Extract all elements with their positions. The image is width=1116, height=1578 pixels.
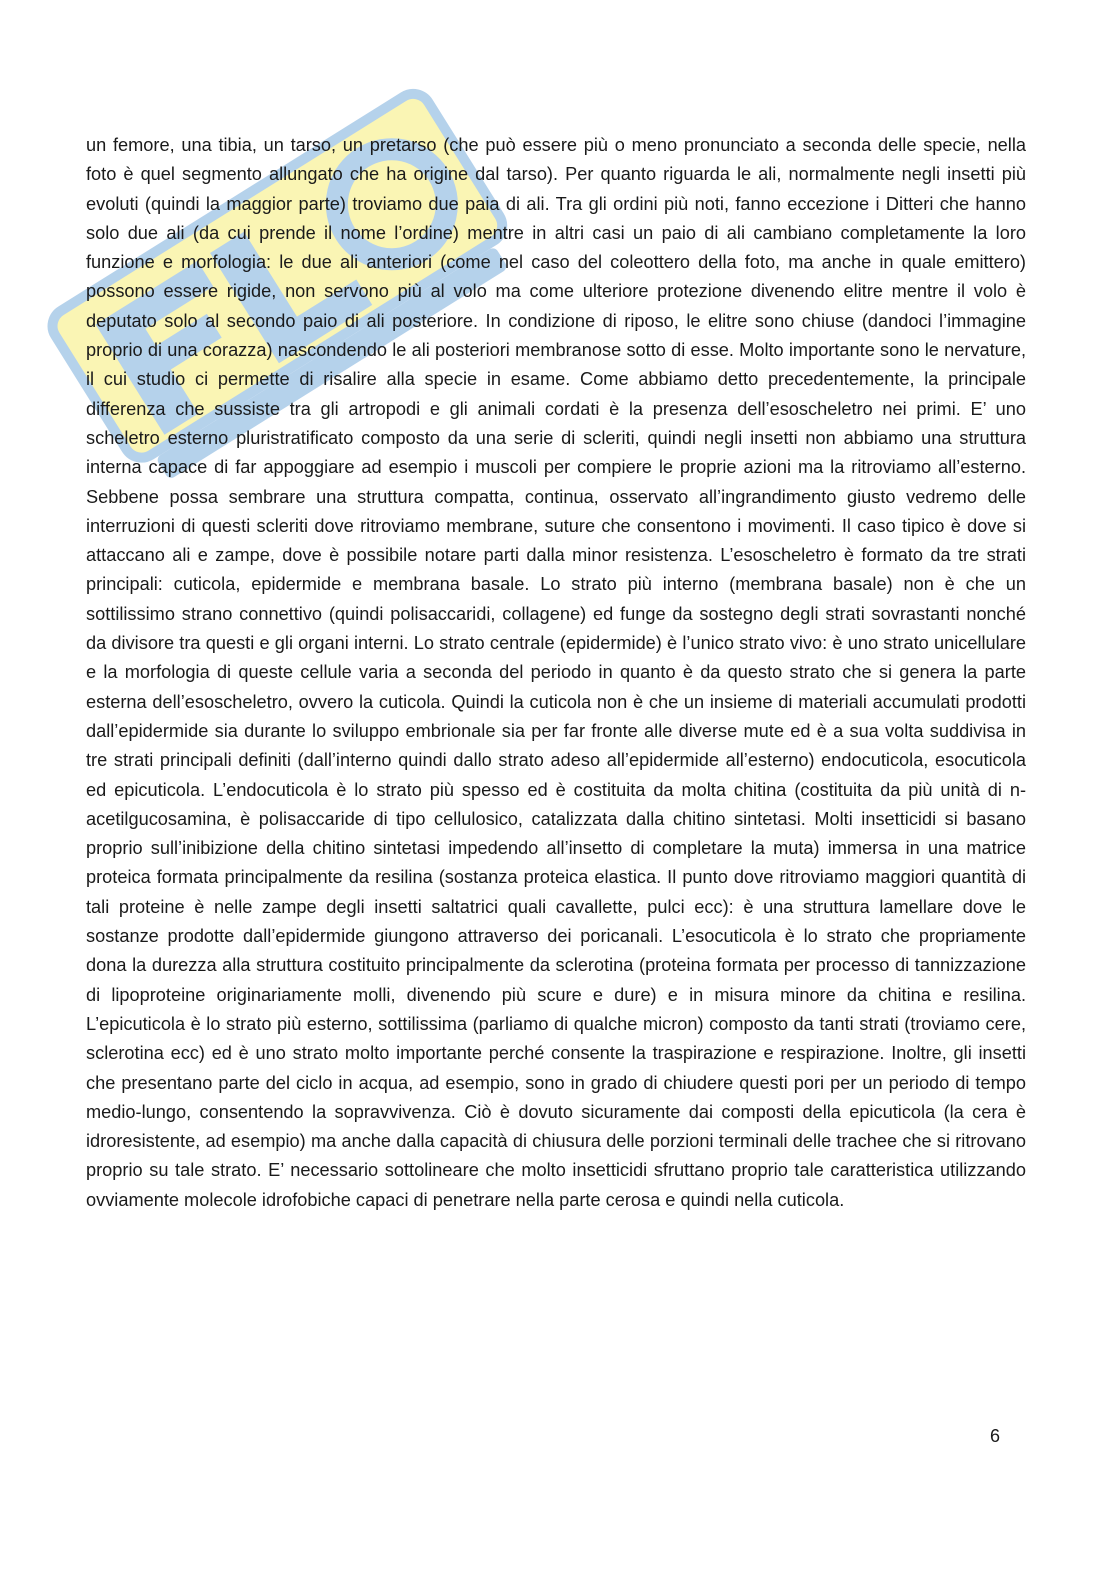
paragraph: un femore, una tibia, un tarso, un pretarso (che può essere più o meno pronunciato a seconda delle specie, nella foto è quel segmento allungato che ha origine dal tarso). Per quanto riguarda le ali, normalmente negli insetti più evoluti (quindi la maggior parte) troviamo due paia di ali. Tra gli ordini più noti, fanno eccezione i Ditteri che hanno solo due ali (da cui prende il nome l’ordine) mentre in altri casi un paio di ali cambiano completamente la loro funzione e morfologia: le due ali anteriori (come nel caso del coleottero della foto, ma anche in quale emittero) possono essere rigide, non servono più al volo ma come ulteriore protezione divenendo elitre mentre il volo è deputato solo al secondo paio di ali posteriore. In condizione di riposo, le elitre sono chiuse (dandoci l’immagine proprio di una corazza) nascondendo le ali posteriori membranose sotto di esse. Molto importante sono le nervature, il cui studio ci permette di risalire alla specie in esame. Come abbiamo detto precedentemente, la principale differenza che sussiste tra gli artropodi e gli animali cordati è la presenza dell’esoscheletro nei primi. E’ uno scheletro esterno pluristratificato composto da una serie di scleriti, quindi negli insetti non abbiamo una struttura interna capace di far appoggiare ad esempio i muscoli per compiere le proprie azioni ma la ritroviamo all’esterno. Sebbene possa sembrare una struttura compatta, continua, osservato all’ingrandimento giusto vedremo delle interruzioni di questi scleriti dove ritroviamo membrane, suture che consentono i movimenti. Il caso tipico è dove si attaccano ali e zampe, dove è possibile notare parti dalla minor resistenza. L’esoscheletro è formato da tre strati principali: cuticola, epidermide e membrana basale. Lo strato più interno (membrana basale) non è che un sottilissimo strano connettivo (quindi polisaccaridi, collagene) ed funge da sostegno degli strati sovrastanti nonché da divisore tra questi e gli organi interni. Lo strato centrale (epidermide) è l’unico strato vivo: è uno strato unicellulare e la morfologia di queste cellule varia a seconda del periodo in quanto è da questo strato che si genera la parte esterna dell’esoscheletro, ovvero la cuticola. Quindi la cuticola non è che un insieme di materiali accumulati prodotti dall’epidermide sia durante lo sviluppo embrionale sia per far fronte alle diverse mute ed è a sua volta suddivisa in tre strati principali definiti (dall’interno quindi dallo strato adeso all’epidermide all’esterno) endocuticola, esocuticola ed epicuticola. L’endocuticola è lo strato più spesso ed è costituita da molta chitina (costituita da più unità di n-acetilgucosamina, è polisaccaride di tipo cellulosico, catalizzata dalla chitino sintetasi. Molti insetticidi si basano proprio sull’inibizione della chitino sintetasi impedendo all’insetto di completare la muta) immersa in una matrice proteica formata principalmente da resilina (sostanza proteica elastica. Il punto dove ritroviamo maggiori quantità di tali proteine è nelle zampe degli insetti saltatrici quali cavallette, pulci ecc): è una struttura lamellare dove le sostanze prodotte dall’epidermide giungono attraverso dei poricanali. L’esocuticola è lo strato che propriamente dona la durezza alla struttura costituito principalmente da sclerotina (proteina formata per processo di tannizzazione di lipoproteine originariamente molli, divenendo più scure e dure) e in misura minore da chitina e resilina. L’epicuticola è lo strato più esterno, sottilissima (parliamo di qualche micron) composto da tanti strati (troviamo cere, sclerotina ecc) ed è uno strato molto importante perché consente la traspirazione e respirazione. Inoltre, gli insetti che presentano parte del ciclo in acqua, ad esempio, sono in grado di chiudere questi pori per un periodo di tempo medio-lungo, consentendo la sopravvivenza. Ciò è dovuto sicuramente dai composti della epicuticola (la cera è idroresistente, ad esempio) ma anche dalla capacità di chiusura delle porzioni terminali delle trachee che si ritrovano proprio su tale strato. E’ necessario sottolineare che molto insetticidi sfruttano proprio tale caratteristica utilizzando ovviamente molecole idrofobiche capaci di penetrare nella parte cerosa e quindi nella cuticola.	[86, 135, 1026, 1210]
body-text	[86, 131, 1026, 1215]
page-number: 6	[990, 1426, 1001, 1446]
